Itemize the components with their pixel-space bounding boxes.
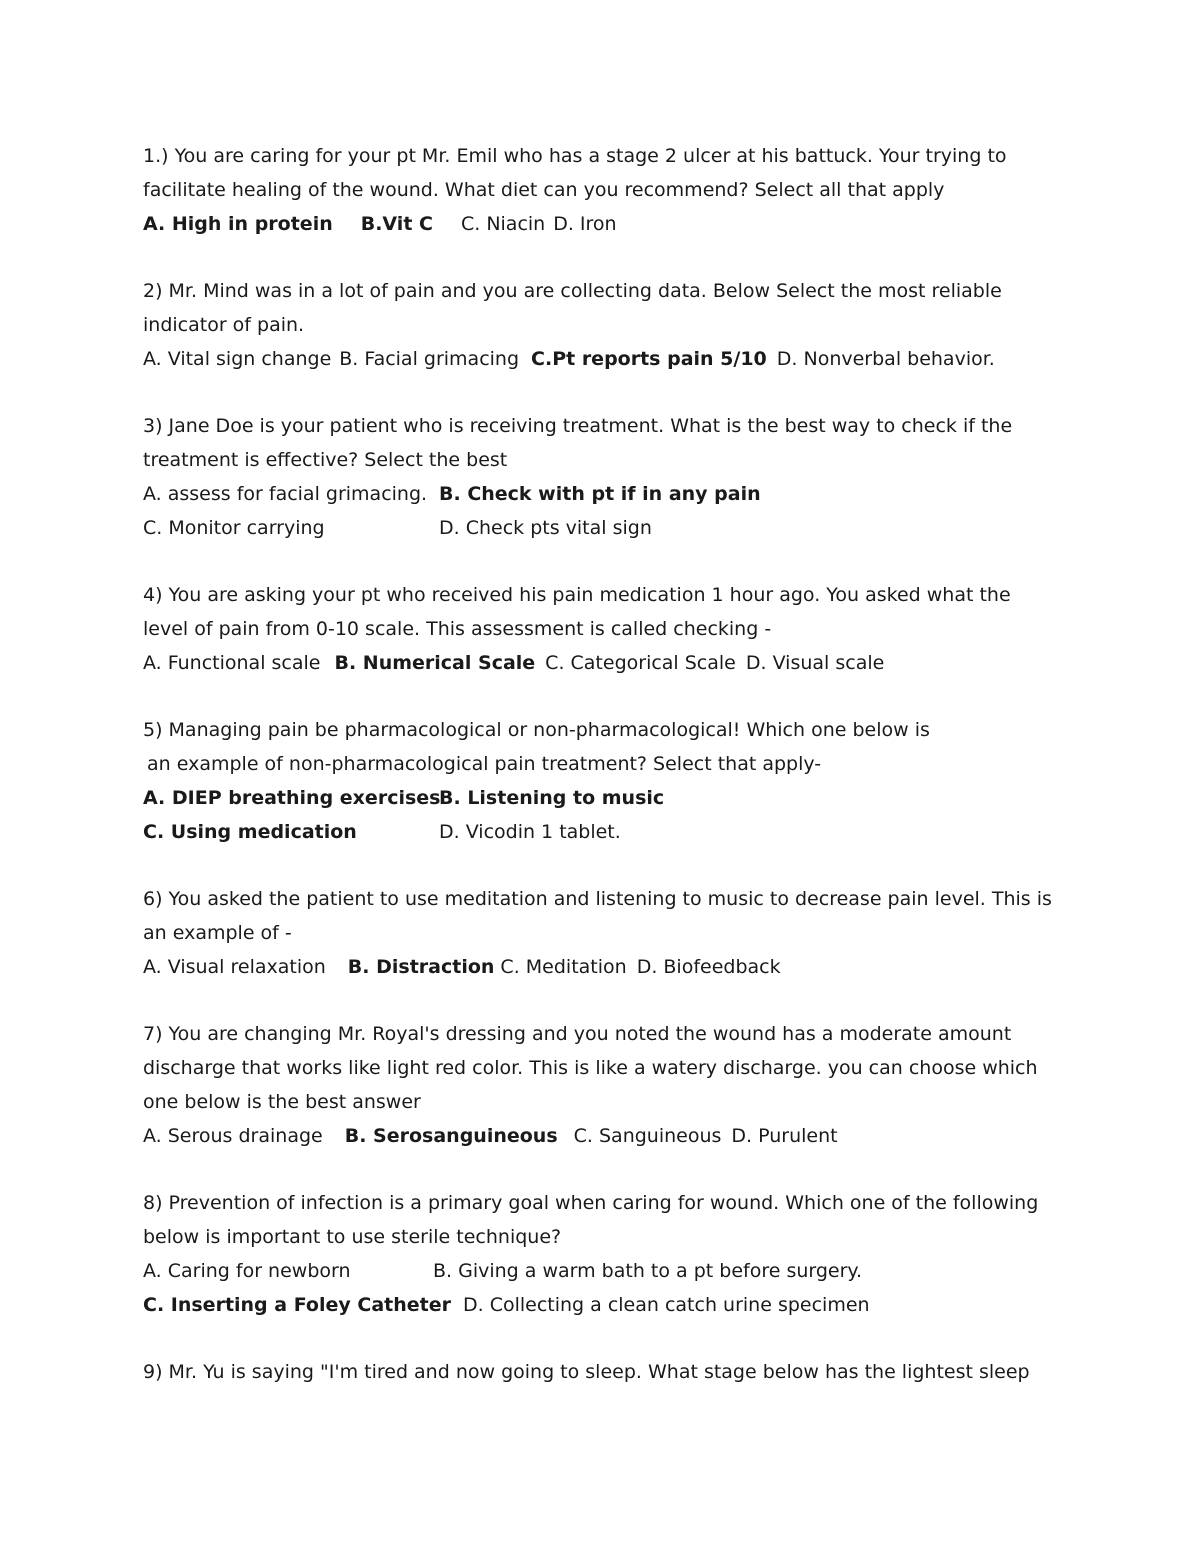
- question-7-options: [143, 1119, 1073, 1153]
- option-b: B. Numerical Scale: [334, 652, 536, 674]
- question-2-options: [143, 342, 1073, 376]
- option-d: D. Visual scale: [745, 652, 885, 674]
- document-page: [143, 139, 1073, 1422]
- question-3: [143, 409, 1073, 545]
- option-d: D. Vicodin 1 tablet.: [439, 821, 621, 843]
- option-b: B. Serosanguineous: [344, 1125, 558, 1147]
- question-2-stem-line-2: indicator of pain.: [143, 314, 305, 336]
- option-a: A. DIEP breathing exercises: [143, 787, 441, 809]
- option-b: B. Giving a warm bath to a pt before surgery.: [433, 1260, 862, 1282]
- question-6: [143, 882, 1073, 984]
- option-c: C. Niacin: [460, 213, 546, 235]
- question-7-stem-line-3: one below is the best answer: [143, 1091, 421, 1113]
- question-4-stem-line-2: level of pain from 0-10 scale. This assessment is called checking -: [143, 618, 772, 640]
- question-1: [143, 139, 1073, 241]
- option-c: C. Inserting a Foley Catheter: [143, 1294, 451, 1316]
- option-a: A. Serous drainage: [143, 1125, 323, 1147]
- question-4-stem-line-1: 4) You are asking your pt who received his pain medication 1 hour ago. You asked what the: [143, 584, 1011, 606]
- question-8: [143, 1186, 1073, 1322]
- question-5-options-row-1: [143, 781, 1073, 815]
- option-c: C.Pt reports pain 5/10: [531, 348, 767, 370]
- question-9: [143, 1355, 1073, 1389]
- option-a: A. High in protein: [143, 213, 333, 235]
- option-d: D. Nonverbal behavior.: [776, 348, 995, 370]
- question-8-options-row-1: [143, 1254, 1073, 1288]
- option-a: A. Functional scale: [143, 652, 321, 674]
- option-a: A. Vital sign change: [143, 348, 332, 370]
- question-3-stem-line-2: treatment is effective? Select the best: [143, 449, 508, 471]
- option-b: B. Check with pt if in any pain: [439, 483, 761, 505]
- question-4-options: [143, 646, 1073, 680]
- option-d: D. Iron: [553, 213, 617, 235]
- question-2-stem-line-1: 2) Mr. Mind was in a lot of pain and you are collecting data. Below Select the most reliable: [143, 280, 1002, 302]
- question-1-stem-line-2: facilitate healing of the wound. What diet can you recommend? Select all that apply: [143, 179, 945, 201]
- question-1-options: [143, 207, 1073, 241]
- option-b: B. Facial grimacing: [339, 348, 520, 370]
- option-d: D. Collecting a clean catch urine specimen: [462, 1294, 870, 1316]
- option-b: B. Listening to music: [439, 787, 665, 809]
- question-8-stem-line-1: 8) Prevention of infection is a primary goal when caring for wound. Which one of the following: [143, 1192, 1039, 1214]
- question-5-options-row-2: [143, 815, 1073, 849]
- option-c: C. Sanguineous: [573, 1125, 722, 1147]
- question-9-stem-line-1: 9) Mr. Yu is saying "I'm tired and now going to sleep. What stage below has the lightest sleep: [143, 1361, 1030, 1383]
- question-7: [143, 1017, 1073, 1153]
- option-a: A. Caring for newborn: [143, 1260, 351, 1282]
- option-c: C. Using medication: [143, 821, 357, 843]
- question-4: [143, 578, 1073, 680]
- option-a: A. Visual relaxation: [143, 956, 326, 978]
- question-5-stem-line-1: 5) Managing pain be pharmacological or non-pharmacological! Which one below is: [143, 719, 930, 741]
- question-6-stem-line-2: an example of -: [143, 922, 292, 944]
- option-c: C. Categorical Scale: [545, 652, 736, 674]
- option-b: B. Distraction: [347, 956, 495, 978]
- question-5-stem-line-2: an example of non-pharmacological pain treatment? Select that apply-: [147, 753, 822, 775]
- question-1-stem-line-1: 1.) You are caring for your pt Mr. Emil who has a stage 2 ulcer at his battuck. Your trying to: [143, 145, 1007, 167]
- question-3-options-row-2: [143, 511, 1073, 545]
- option-d: D. Check pts vital sign: [439, 517, 652, 539]
- option-c: C. Meditation: [500, 956, 627, 978]
- option-d: D. Biofeedback: [636, 956, 781, 978]
- option-b: B.Vit C: [360, 213, 433, 235]
- question-5: [143, 713, 1073, 849]
- question-3-options-row-1: [143, 477, 1073, 511]
- option-d: D. Purulent: [731, 1125, 838, 1147]
- question-8-stem-line-2: below is important to use sterile technique?: [143, 1226, 562, 1248]
- question-6-stem-line-1: 6) You asked the patient to use meditation and listening to music to decrease pain level. This is: [143, 888, 1052, 910]
- question-7-stem-line-2: discharge that works like light red color. This is like a watery discharge. you can choose which: [143, 1057, 1038, 1079]
- question-7-stem-line-1: 7) You are changing Mr. Royal's dressing and you noted the wound has a moderate amount: [143, 1023, 1012, 1045]
- option-a: A. assess for facial grimacing.: [143, 483, 428, 505]
- option-c: C. Monitor carrying: [143, 517, 325, 539]
- question-6-options: [143, 950, 1073, 984]
- question-8-options-row-2: [143, 1288, 1073, 1322]
- question-3-stem-line-1: 3) Jane Doe is your patient who is receiving treatment. What is the best way to check if the: [143, 415, 1013, 437]
- question-2: [143, 274, 1073, 376]
